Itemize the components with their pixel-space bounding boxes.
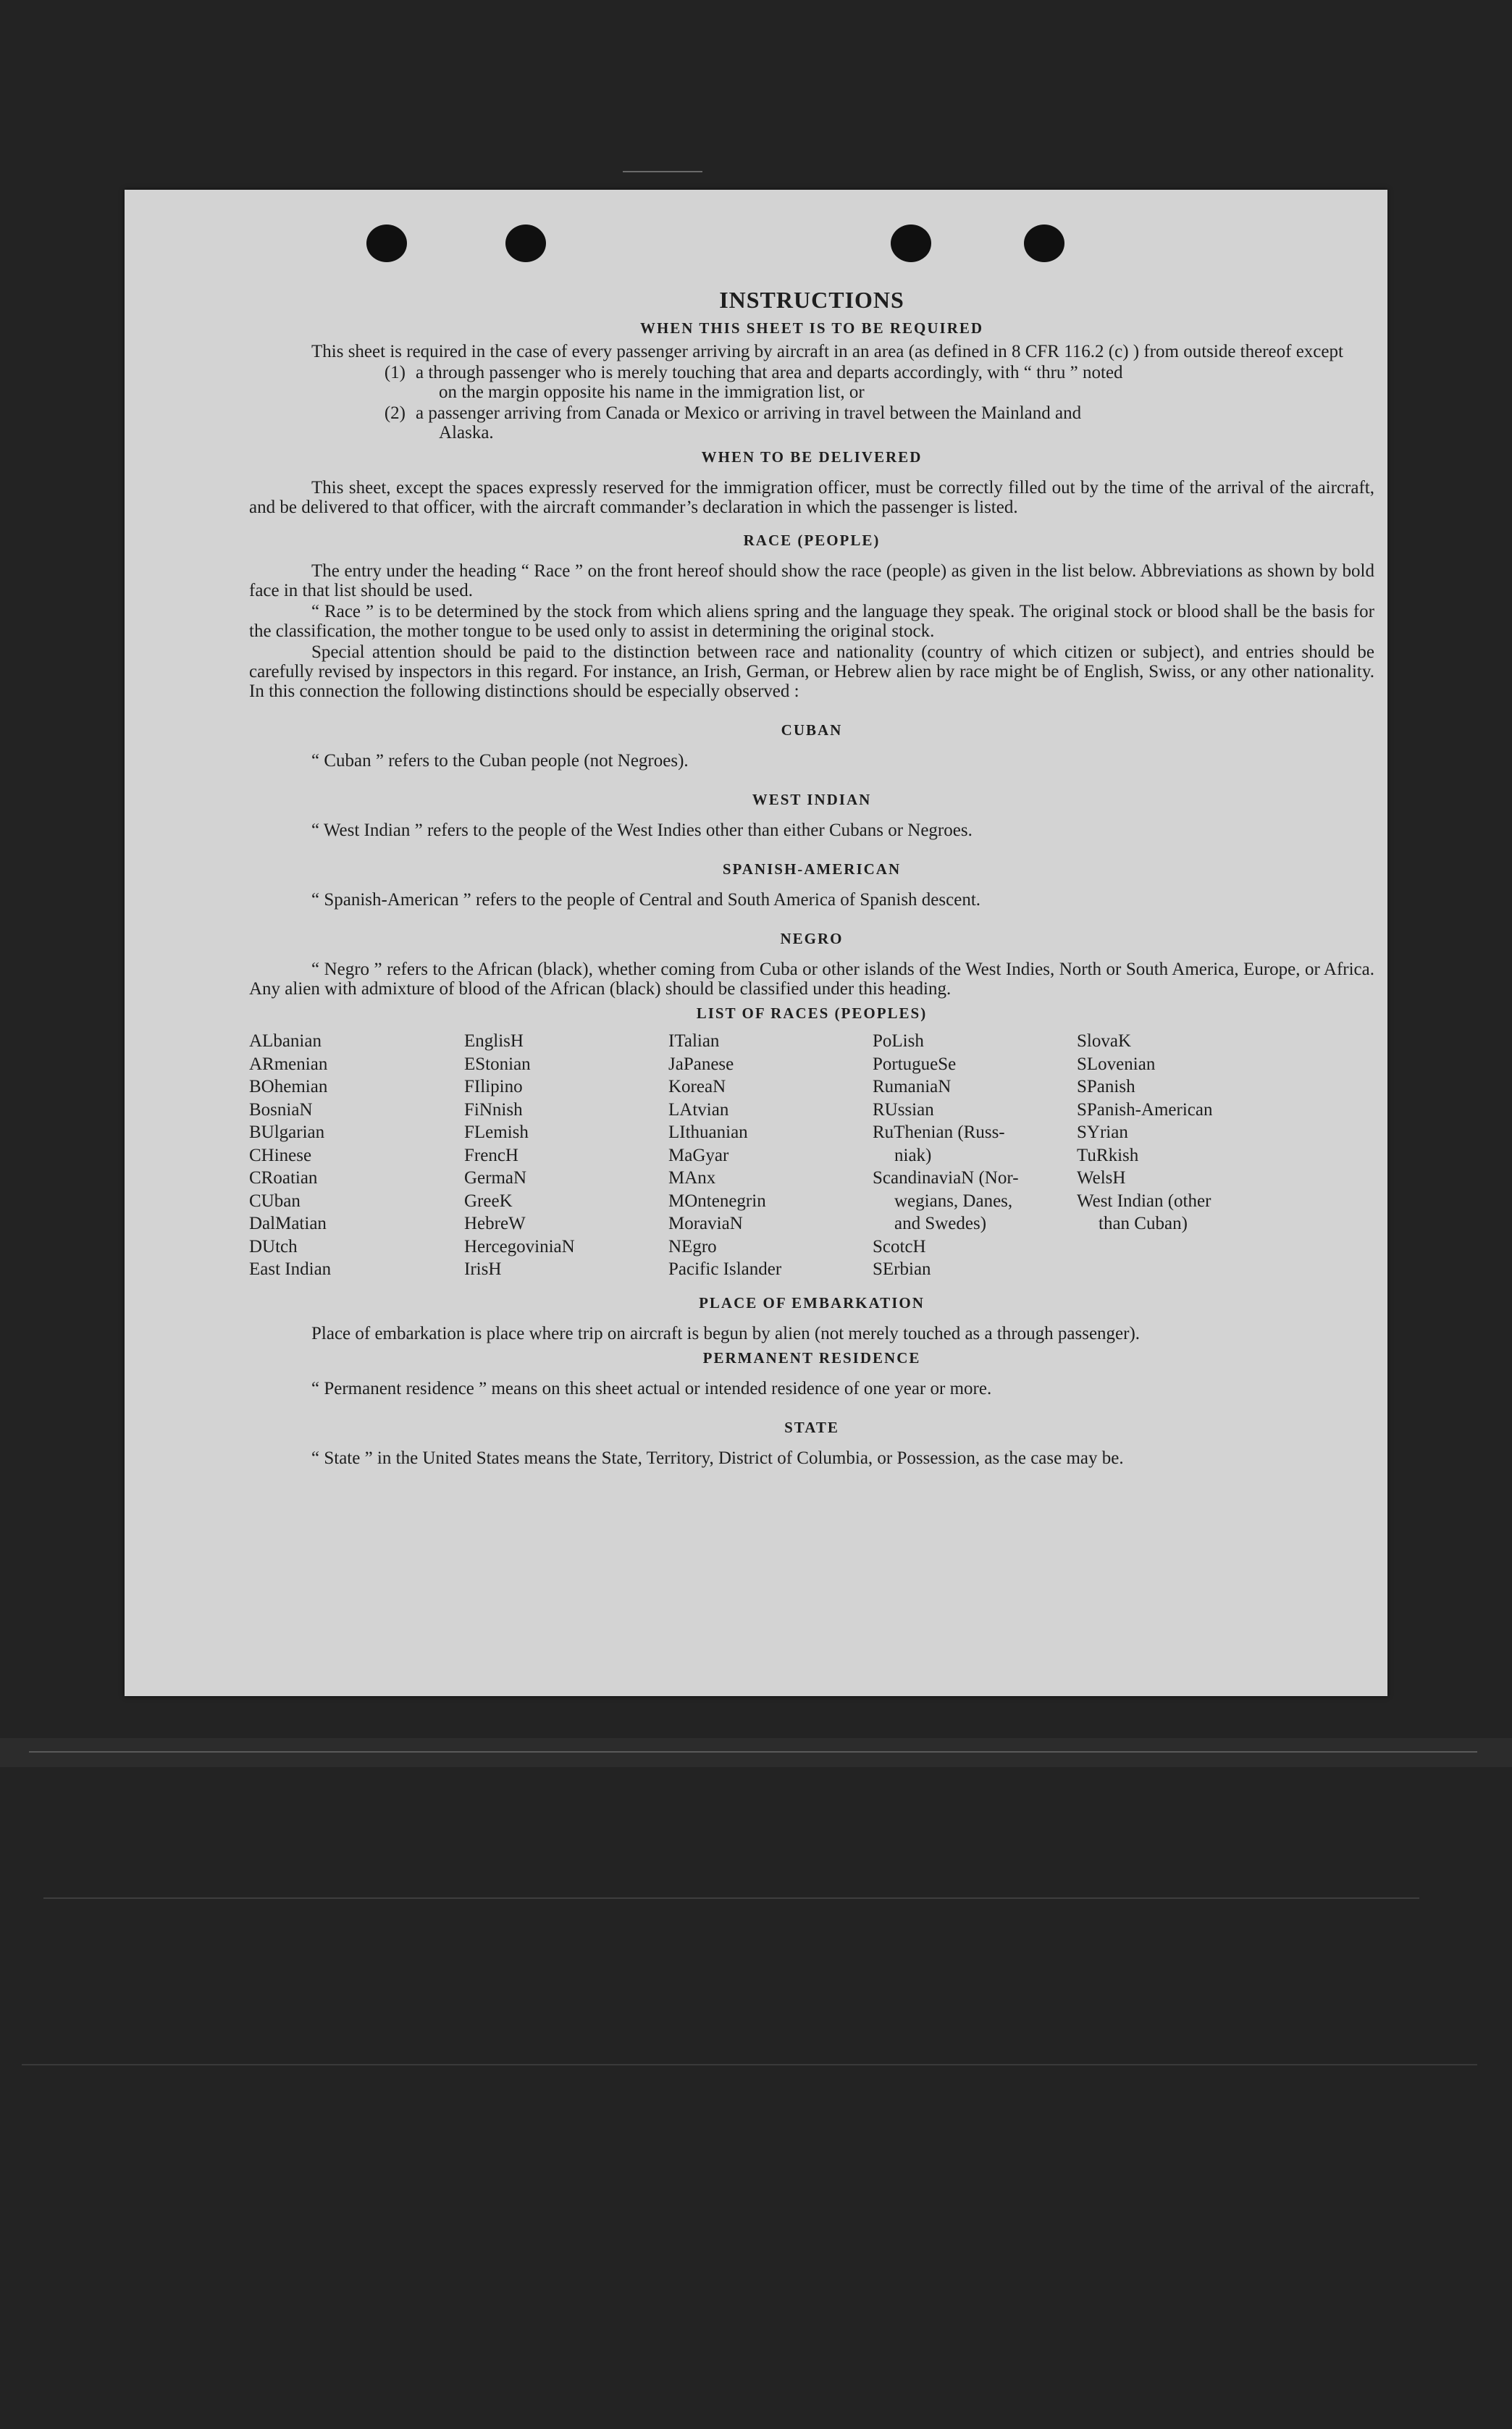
paragraph: “ Spanish-American ” refers to the people of Central and South America of Spanish descent. [311,890,981,910]
race-entry: SPanish-American [1077,1099,1213,1120]
section-heading: PLACE OF EMBARKATION [699,1293,925,1312]
paragraph: “ State ” in the United States means the State, Territory, District of Columbia, or Possession, as the case may be. [311,1448,1124,1468]
list-number: (1) [384,363,406,382]
paragraph: “ Cuban ” refers to the Cuban people (not Negroes). [311,751,689,771]
section-heading: WHEN TO BE DELIVERED [701,448,923,466]
race-entry: BOhemian [249,1077,328,1096]
race-entry: MOntenegrin [668,1191,766,1211]
list-text-continuation: Alaska. [439,423,494,442]
scan-line [29,1751,1477,1753]
race-entry: FiNnish [464,1099,523,1120]
punch-hole [366,225,407,262]
race-entry: Pacific Islander [668,1259,782,1279]
race-entry: ScandinaviaN (Nor- [873,1168,1019,1188]
race-entry: ARmenian [249,1054,328,1074]
race-entry: FIlipino [464,1077,523,1096]
list-text-line: a passenger arriving from Canada or Mexico or arriving in travel between the Mainland and [416,403,1082,423]
race-entry: SPanish [1077,1077,1135,1096]
race-entry: EnglisH [464,1031,524,1051]
race-entry: JaPanese [668,1054,734,1074]
races-column [668,1030,873,1281]
paragraph: “ Permanent residence ” means on this sheet actual or intended residence of one year or more. [311,1378,992,1398]
section-heading: NEGRO [780,930,844,947]
race-entry-continuation: than Cuban) [1099,1214,1188,1233]
page-title: INSTRUCTIONS [719,287,904,313]
races-column [1077,1030,1294,1281]
race-entry: EStonian [464,1054,531,1074]
race-entry: ScotcH [873,1236,926,1257]
section-heading: WHEN THIS SHEET IS TO BE REQUIRED [639,319,984,337]
punch-hole [505,225,546,262]
scan-line [22,2064,1477,2065]
race-entry: West Indian (other [1077,1191,1211,1211]
race-entry: ALbanian [249,1031,322,1051]
race-entry: WelsH [1077,1168,1126,1188]
race-entry: ITalian [668,1031,720,1051]
race-entry: IrisH [464,1259,502,1279]
race-entry: CRoatian [249,1168,318,1188]
sheet-content [249,287,1374,1469]
race-entry: GreeK [464,1191,513,1211]
race-entry: MaGyar [668,1145,729,1165]
list-text [416,363,1374,402]
paragraph: This sheet, except the spaces expressly reserved for the immigration officer, must be correctly filled out by the time of the arrival of the aircraft, and be delivered to that officer, with the aircraft commander’s declaration in which the passenger is listed. [249,478,1374,517]
section-heading: CUBAN [781,721,843,739]
section-heading: WEST INDIAN [752,791,872,808]
race-entry: LIthuanian [668,1123,748,1142]
race-entry: FLemish [464,1123,529,1142]
list-text-line: a through passenger who is merely touching that area and departs accordingly, with “ thru ” noted [416,363,1123,382]
race-entry: BUlgarian [249,1123,325,1142]
race-entry: RUssian [873,1099,934,1120]
paragraph: The entry under the heading “ Race ” on the front hereof should show the race (people) as given in the list below. Abbreviations as shown by bold face in that list should be used. [249,561,1374,600]
race-entry: RuThenian (Russ- [873,1123,1005,1142]
section-heading: SPANISH-AMERICAN [722,860,902,878]
list-text-continuation: on the margin opposite his name in the immigration list, or [439,382,865,402]
race-entry: HercegoviniaN [464,1236,575,1257]
race-entry: LAtvian [668,1099,729,1120]
race-entry: CHinese [249,1145,312,1165]
section-heading: RACE (PEOPLE) [743,532,881,549]
races-column [873,1030,1077,1281]
race-entry: East Indian [249,1259,332,1279]
races-table [249,1030,1374,1281]
race-entry: SlovaK [1077,1031,1131,1051]
list-number: (2) [384,403,406,423]
race-entry: NEgro [668,1236,717,1257]
race-entry: DUtch [249,1236,298,1257]
scan-band [0,1738,1512,1767]
list-item [249,363,1374,402]
paragraph: “ Race ” is to be determined by the stock from which aliens spring and the language they speak. The original stock or blood shall be the basis for the classification, the mother tongue to be used only to assist in determining the original stock. [249,602,1374,641]
race-entry-continuation: niak) [894,1145,932,1165]
race-entry: FrencH [464,1145,518,1165]
race-entry: GermaN [464,1168,527,1188]
paragraph: This sheet is required in the case of every passenger arriving by aircraft in an area (as defined in 8 CFR 116.2 (c) ) from outside thereof except [311,342,1343,361]
race-entry-continuation: wegians, Danes, [894,1191,1013,1211]
races-column [249,1030,464,1281]
race-entry: SErbian [873,1259,931,1279]
section-heading: PERMANENT RESIDENCE [702,1348,921,1367]
race-entry: SYrian [1077,1123,1128,1142]
race-entry: HebreW [464,1214,526,1233]
race-entry: TuRkish [1077,1145,1139,1165]
race-entry: SLovenian [1077,1054,1156,1074]
scan-line [623,171,702,172]
paragraph: Place of embarkation is place where trip on aircraft is begun by alien (not merely touched as a through passenger). [311,1323,1141,1343]
race-entry: DalMatian [249,1214,327,1233]
paragraph: Special attention should be paid to the distinction between race and nationality (country of which citizen or subject), and entries should be carefully revised by inspectors in this regard. For instance, an Irish, German, or Hebrew alien by race might be of English, Swiss, or any other nationality. In this connection the following distinctions should be especially observed : [249,642,1374,701]
race-entry: MoraviaN [668,1214,743,1233]
race-entry: CUban [249,1191,301,1211]
race-entry: PortugueSe [873,1054,957,1074]
race-entry: RumaniaN [873,1077,952,1096]
race-entry-continuation: and Swedes) [894,1214,987,1233]
instruction-sheet [125,190,1387,1696]
race-entry: KoreaN [668,1077,726,1096]
paragraph: “ West Indian ” refers to the people of the West Indies other than either Cubans or Negroes. [311,821,973,840]
punch-hole [1024,225,1064,262]
race-entry: BosniaN [249,1099,313,1120]
section-heading: LIST OF RACES (PEOPLES) [696,1004,928,1022]
race-entry: PoLish [873,1031,924,1051]
race-entry: MAnx [668,1168,716,1188]
punch-hole [891,225,931,262]
list-item [249,403,1374,442]
paragraph: “ Negro ” refers to the African (black), whether coming from Cuba or other islands of the West Indies, North or South America, Europe, or Africa. Any alien with admixture of blood of the African (black) should be classified under this heading. [249,960,1374,999]
races-column [464,1030,668,1281]
section-heading: STATE [784,1418,839,1436]
scan-line [43,1897,1419,1899]
list-text [416,403,1374,442]
